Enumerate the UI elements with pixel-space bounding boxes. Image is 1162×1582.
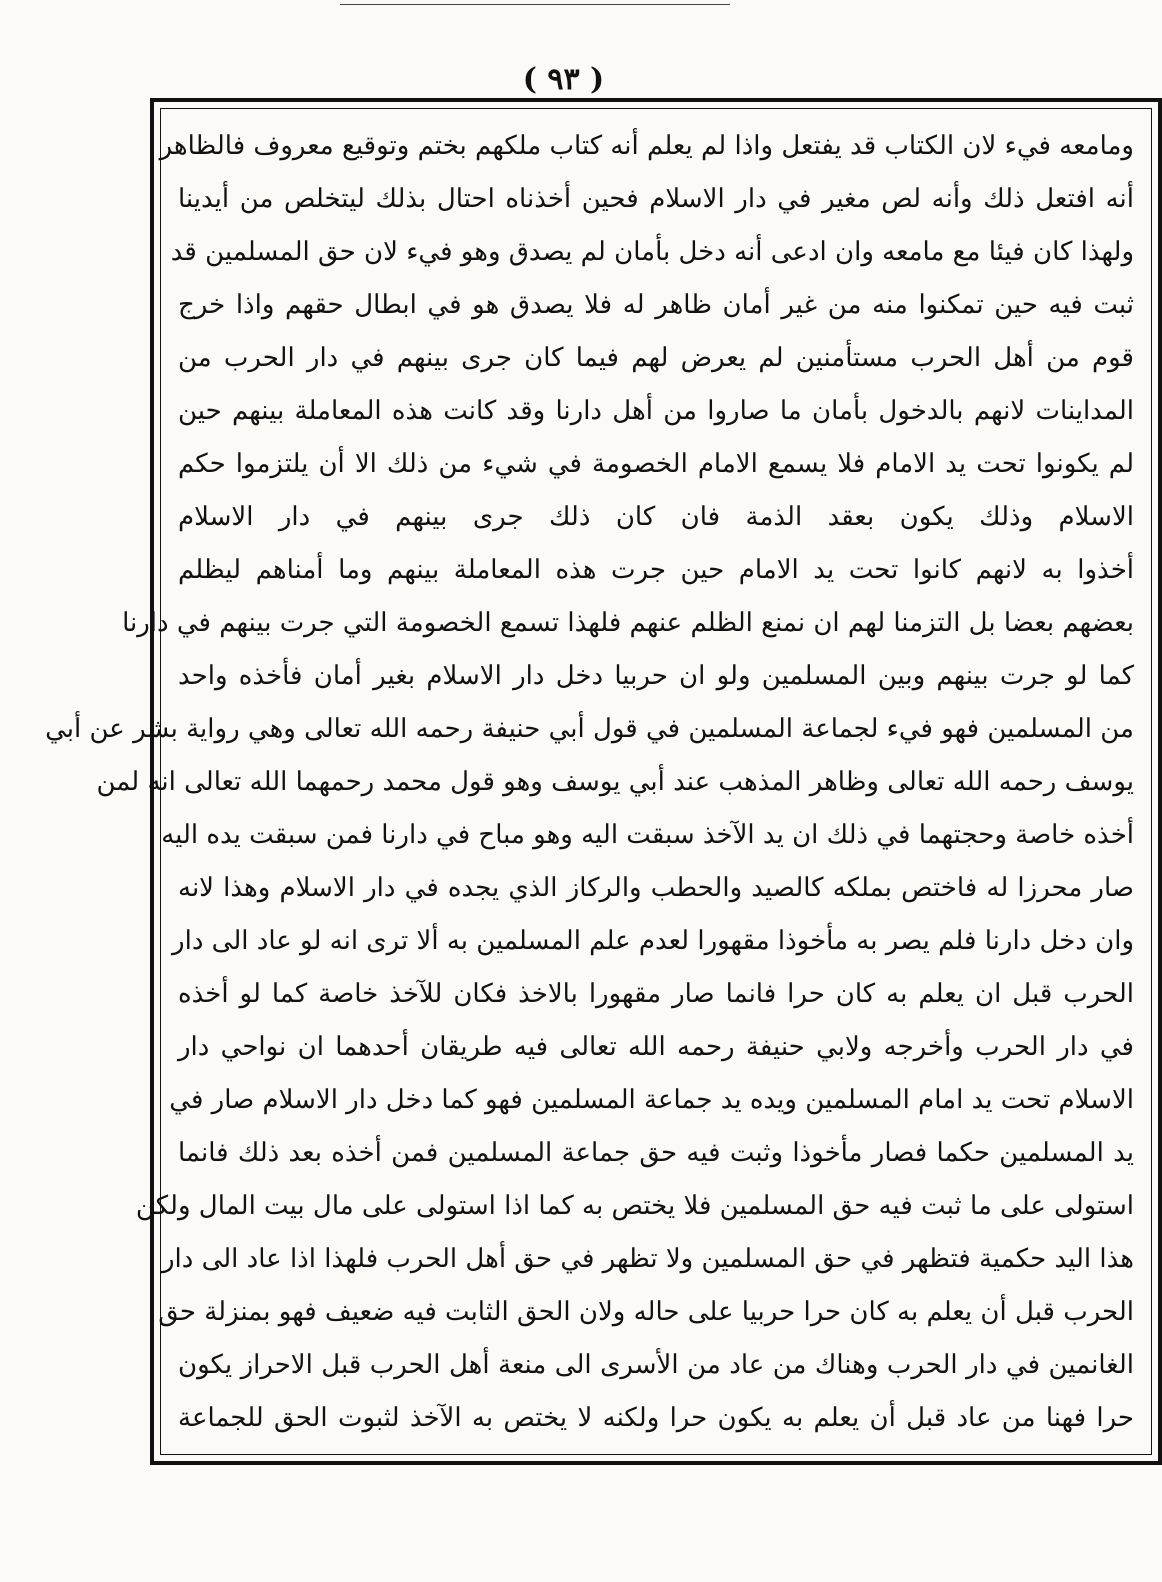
- text-line: قوم من أهل الحرب مستأمنين لم يعرض لهم فيما كان جرى بينهم في دار الحرب من: [178, 343, 1134, 373]
- text-line: ولهذا كان فيئا مع مامعه وان ادعى أنه دخل بأمان لم يصدق وهو فيء لان حق المسلمين قد: [170, 237, 1134, 267]
- text-line: أخذه خاصة وحجتهما في ذلك ان يد الآخذ سبقت اليه وهو مباح في دارنا فمن سبقت يده اليه: [161, 820, 1134, 850]
- text-line: الحرب قبل ان يعلم به كان حرا فانما صار مقهورا بالاخذ فكان للآخذ خاصة كما لو أخذه: [178, 979, 1134, 1009]
- text-line: يوسف رحمه الله تعالى وظاهر المذهب عند أبي يوسف وهو قول محمد رحمهما الله تعالى انه لمن: [96, 767, 1134, 797]
- page-frame: [45, 98, 1162, 1465]
- text-line: الاسلام تحت يد امام المسلمين ويده يد جماعة المسلمين فهو كما دخل دار الاسلام صار في: [169, 1085, 1134, 1115]
- text-line: حرا فهنا من عاد قبل أن يعلم به يكون حرا ولكنه لا يختص به الآخذ لثبوت الحق للجماعة: [178, 1403, 1134, 1433]
- body-text: [45, 120, 1135, 1445]
- text-line: ومامعه فيء لان الكتاب قد يفتعل واذا لم يعلم أنه كتاب ملكهم بختم وتوقيع معروف فالظاهر: [159, 131, 1134, 161]
- text-line: ثبت فيه حين تمكنوا منه من غير أمان ظاهر له فلا يصدق هو في ابطال حقهم واذا خرج: [178, 290, 1134, 320]
- text-line: كما لو جرت بينهم وبين المسلمين ولو ان حربيا دخل دار الاسلام بغير أمان فأخذه واحد: [178, 661, 1134, 691]
- text-line: الحرب قبل أن يعلم به كان حرا حربيا على حاله ولان الحق الثابت فيه ضعيف فهو بمنزلة حق: [158, 1297, 1134, 1327]
- text-line: في دار الحرب وأخرجه ولابي حنيفة رحمه الله تعالى فيه طريقان أحدهما ان نواحي دار: [178, 1032, 1134, 1062]
- text-line: يد المسلمين حكما فصار مأخوذا وثبت فيه حق جماعة المسلمين فمن أخذه بعد ذلك فانما: [178, 1138, 1135, 1168]
- text-line: المداينات لانهم بالدخول بأمان ما صاروا من أهل دارنا وقد كانت هذه المعاملة بينهم حين: [178, 396, 1134, 426]
- top-rule: [340, 4, 730, 5]
- text-line: من المسلمين فهو فيء لجماعة المسلمين في قول أبي حنيفة رحمه الله تعالى وهي رواية بشر عن أبي: [45, 714, 1134, 744]
- text-line: أنه افتعل ذلك وأنه لص مغير في دار الاسلام فحين أخذناه احتال بذلك ليتخلص من أيدينا: [178, 184, 1134, 214]
- text-line: الاسلام وذلك يكون بعقد الذمة فان كان ذلك جرى بينهم في دار الاسلام: [178, 502, 1134, 532]
- text-line: استولى على ما ثبت فيه حق المسلمين فلا يختص به كما اذا استولى على مال بيت المال ولكن: [135, 1191, 1134, 1221]
- text-line: وان دخل دارنا فلم يصر به مأخوذا مقهورا لعدم علم المسلمين به ألا ترى انه لو عاد الى دار: [172, 926, 1134, 956]
- text-line: بعضهم بعضا بل التزمنا لهم ان نمنع الظلم عنهم فلهذا تسمع الخصومة التي جرت بينهم في دارنا: [122, 608, 1134, 638]
- text-line: هذا اليد حكمية فتظهر في حق المسلمين ولا تظهر في حق أهل الحرب فلهذا اذا عاد الى دار: [161, 1244, 1134, 1274]
- text-line: لم يكونوا تحت يد الامام فلا يسمع الامام الخصومة في شيء من ذلك الا أن يلتزموا حكم: [178, 449, 1134, 479]
- text-line: الغانمين في دار الحرب وهناك من عاد من الأسرى الى منعة أهل الحرب قبل الاحراز يكون: [178, 1350, 1134, 1380]
- text-line: أخذوا به لانهم كانوا تحت يد الامام حين جرت هذه المعاملة بينهم وما أمناهم ليظلم: [178, 555, 1134, 585]
- text-line: صار محرزا له فاختص بملكه كالصيد والحطب والركاز الذي يجده في دار الاسلام وهذا لانه: [178, 873, 1134, 903]
- page-number: ( ٩٣ ): [522, 62, 605, 97]
